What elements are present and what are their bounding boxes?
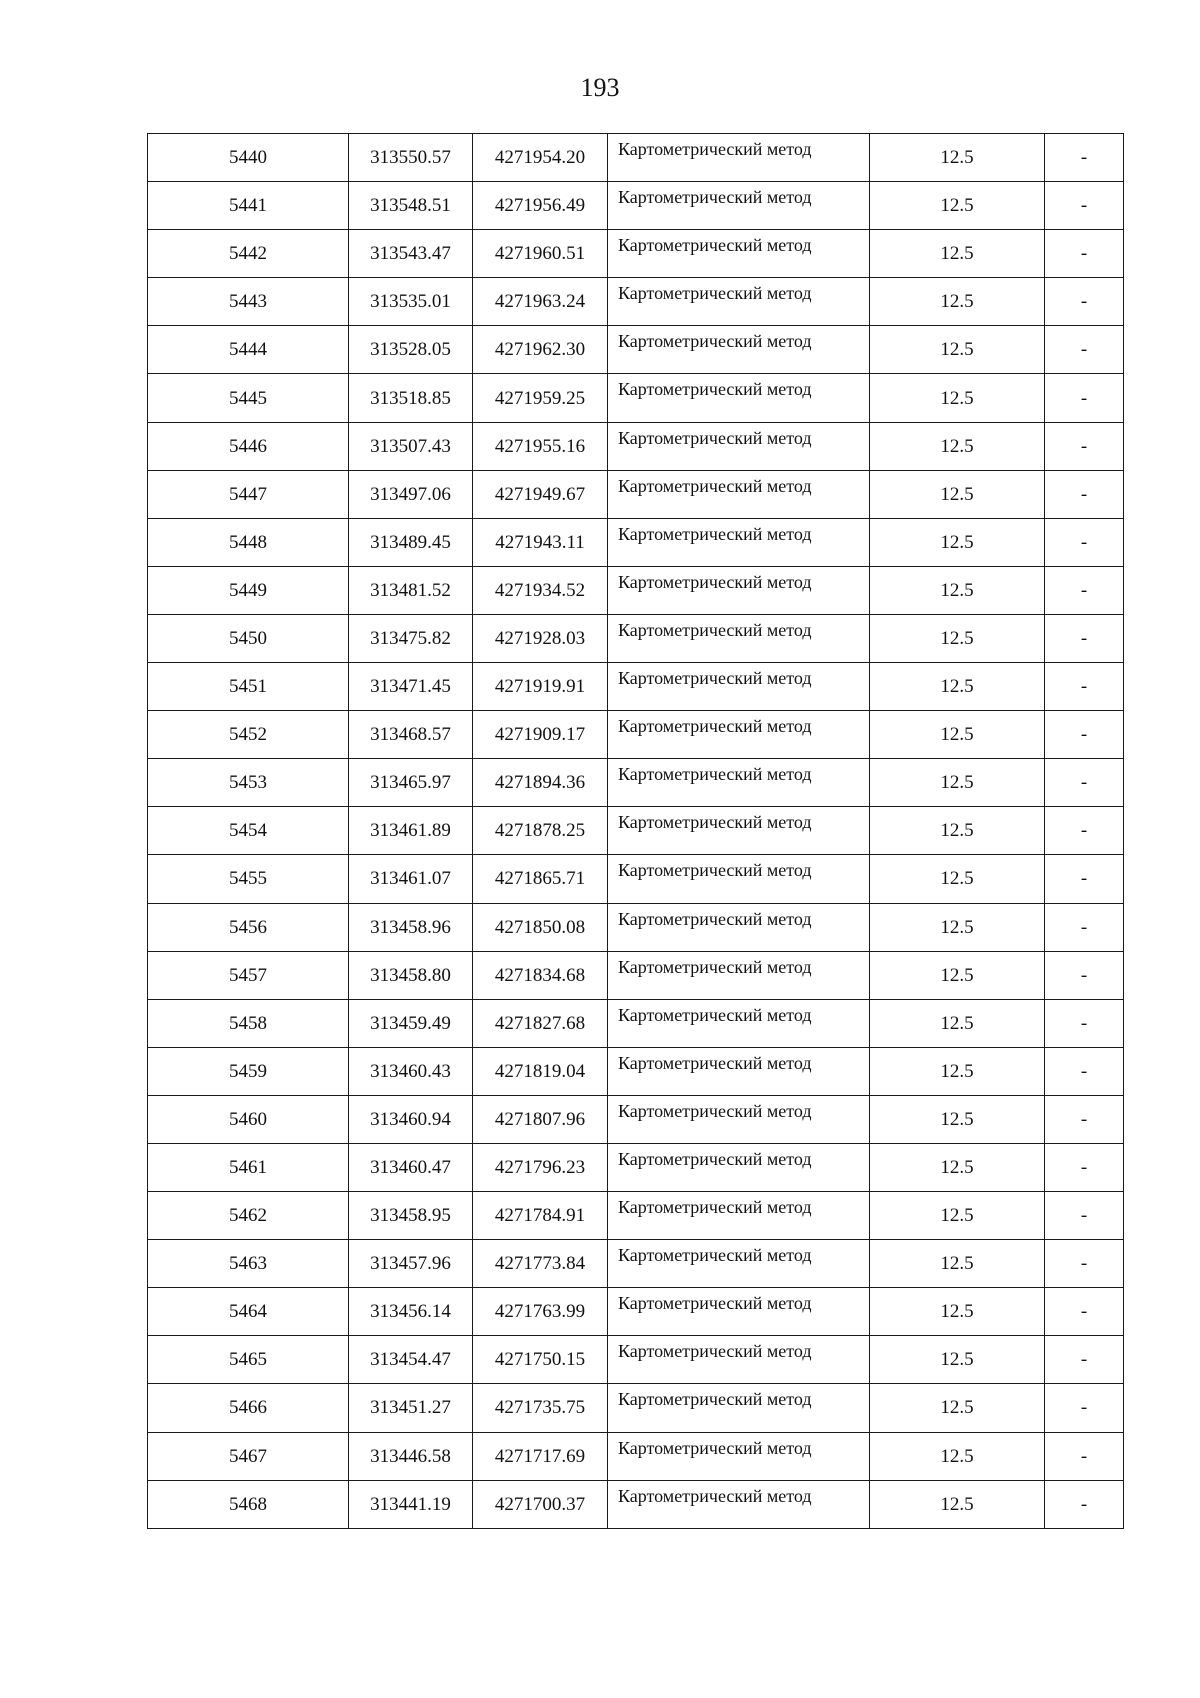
accuracy-cell: 12.5: [870, 470, 1045, 518]
point-number-cell: 5464: [148, 1288, 349, 1336]
note-cell: -: [1045, 566, 1124, 614]
y-coordinate-cell: 4271949.67: [473, 470, 608, 518]
note-cell: -: [1045, 278, 1124, 326]
y-coordinate-cell: 4271878.25: [473, 807, 608, 855]
method-cell: Картометрический метод: [608, 807, 870, 855]
x-coordinate-cell: 313441.19: [349, 1480, 473, 1528]
table-row: [148, 1336, 1124, 1384]
x-coordinate-cell: 313468.57: [349, 711, 473, 759]
accuracy-cell: 12.5: [870, 278, 1045, 326]
note-cell: -: [1045, 1047, 1124, 1095]
method-cell: Картометрический метод: [608, 134, 870, 182]
y-coordinate-cell: 4271773.84: [473, 1240, 608, 1288]
table-row: [148, 1143, 1124, 1191]
page-number: 193: [580, 73, 620, 102]
table-row: [148, 614, 1124, 662]
note-cell: -: [1045, 711, 1124, 759]
accuracy-cell: 12.5: [870, 422, 1045, 470]
point-number-cell: 5459: [148, 1047, 349, 1095]
x-coordinate-cell: 313458.80: [349, 951, 473, 999]
x-coordinate-cell: 313475.82: [349, 614, 473, 662]
x-coordinate-cell: 313518.85: [349, 374, 473, 422]
y-coordinate-cell: 4271963.24: [473, 278, 608, 326]
table-row: [148, 1240, 1124, 1288]
point-number-cell: 5443: [148, 278, 349, 326]
table-row: [148, 134, 1124, 182]
point-number-cell: 5446: [148, 422, 349, 470]
y-coordinate-cell: 4271763.99: [473, 1288, 608, 1336]
x-coordinate-cell: 313481.52: [349, 566, 473, 614]
point-number-cell: 5449: [148, 566, 349, 614]
y-coordinate-cell: 4271735.75: [473, 1384, 608, 1432]
y-coordinate-cell: 4271934.52: [473, 566, 608, 614]
x-coordinate-cell: 313465.97: [349, 759, 473, 807]
y-coordinate-cell: 4271960.51: [473, 230, 608, 278]
method-cell: Картометрический метод: [608, 182, 870, 230]
note-cell: -: [1045, 614, 1124, 662]
method-cell: Картометрический метод: [608, 614, 870, 662]
note-cell: -: [1045, 1384, 1124, 1432]
x-coordinate-cell: 313456.14: [349, 1288, 473, 1336]
note-cell: -: [1045, 230, 1124, 278]
table-row: [148, 1432, 1124, 1480]
point-number-cell: 5468: [148, 1480, 349, 1528]
point-number-cell: 5463: [148, 1240, 349, 1288]
y-coordinate-cell: 4271894.36: [473, 759, 608, 807]
x-coordinate-cell: 313458.96: [349, 903, 473, 951]
note-cell: -: [1045, 1432, 1124, 1480]
x-coordinate-cell: 313528.05: [349, 326, 473, 374]
method-cell: Картометрический метод: [608, 1143, 870, 1191]
x-coordinate-cell: 313451.27: [349, 1384, 473, 1432]
accuracy-cell: 12.5: [870, 134, 1045, 182]
note-cell: -: [1045, 807, 1124, 855]
table-row: [148, 999, 1124, 1047]
note-cell: -: [1045, 182, 1124, 230]
point-number-cell: 5458: [148, 999, 349, 1047]
method-cell: Картометрический метод: [608, 951, 870, 999]
note-cell: -: [1045, 470, 1124, 518]
point-number-cell: 5444: [148, 326, 349, 374]
x-coordinate-cell: 313489.45: [349, 518, 473, 566]
accuracy-cell: 12.5: [870, 999, 1045, 1047]
y-coordinate-cell: 4271954.20: [473, 134, 608, 182]
note-cell: -: [1045, 759, 1124, 807]
table-row: [148, 1384, 1124, 1432]
x-coordinate-cell: 313458.95: [349, 1192, 473, 1240]
coordinates-table: [147, 133, 1124, 1529]
method-cell: Картометрический метод: [608, 326, 870, 374]
method-cell: Картометрический метод: [608, 518, 870, 566]
note-cell: -: [1045, 1240, 1124, 1288]
note-cell: -: [1045, 518, 1124, 566]
point-number-cell: 5445: [148, 374, 349, 422]
note-cell: -: [1045, 1095, 1124, 1143]
note-cell: -: [1045, 663, 1124, 711]
accuracy-cell: 12.5: [870, 1047, 1045, 1095]
accuracy-cell: 12.5: [870, 374, 1045, 422]
accuracy-cell: 12.5: [870, 855, 1045, 903]
accuracy-cell: 12.5: [870, 1095, 1045, 1143]
accuracy-cell: 12.5: [870, 759, 1045, 807]
y-coordinate-cell: 4271956.49: [473, 182, 608, 230]
point-number-cell: 5454: [148, 807, 349, 855]
table-row: [148, 230, 1124, 278]
point-number-cell: 5452: [148, 711, 349, 759]
table-row: [148, 1192, 1124, 1240]
table-row: [148, 518, 1124, 566]
method-cell: Картометрический метод: [608, 759, 870, 807]
accuracy-cell: 12.5: [870, 614, 1045, 662]
accuracy-cell: 12.5: [870, 230, 1045, 278]
point-number-cell: 5440: [148, 134, 349, 182]
method-cell: Картометрический метод: [608, 663, 870, 711]
table-row: [148, 1480, 1124, 1528]
y-coordinate-cell: 4271784.91: [473, 1192, 608, 1240]
y-coordinate-cell: 4271717.69: [473, 1432, 608, 1480]
accuracy-cell: 12.5: [870, 951, 1045, 999]
method-cell: Картометрический метод: [608, 1336, 870, 1384]
note-cell: -: [1045, 1480, 1124, 1528]
table-row: [148, 1288, 1124, 1336]
x-coordinate-cell: 313454.47: [349, 1336, 473, 1384]
note-cell: -: [1045, 1336, 1124, 1384]
note-cell: -: [1045, 951, 1124, 999]
point-number-cell: 5465: [148, 1336, 349, 1384]
accuracy-cell: 12.5: [870, 1288, 1045, 1336]
point-number-cell: 5467: [148, 1432, 349, 1480]
note-cell: -: [1045, 134, 1124, 182]
point-number-cell: 5466: [148, 1384, 349, 1432]
y-coordinate-cell: 4271750.15: [473, 1336, 608, 1384]
accuracy-cell: 12.5: [870, 518, 1045, 566]
y-coordinate-cell: 4271834.68: [473, 951, 608, 999]
point-number-cell: 5462: [148, 1192, 349, 1240]
point-number-cell: 5453: [148, 759, 349, 807]
table-row: [148, 951, 1124, 999]
note-cell: -: [1045, 422, 1124, 470]
table-row: [148, 903, 1124, 951]
accuracy-cell: 12.5: [870, 1480, 1045, 1528]
table-row: [148, 470, 1124, 518]
note-cell: -: [1045, 855, 1124, 903]
method-cell: Картометрический метод: [608, 1240, 870, 1288]
accuracy-cell: 12.5: [870, 566, 1045, 614]
point-number-cell: 5442: [148, 230, 349, 278]
point-number-cell: 5451: [148, 663, 349, 711]
note-cell: -: [1045, 1143, 1124, 1191]
x-coordinate-cell: 313460.43: [349, 1047, 473, 1095]
table-row: [148, 855, 1124, 903]
method-cell: Картометрический метод: [608, 1432, 870, 1480]
accuracy-cell: 12.5: [870, 1432, 1045, 1480]
accuracy-cell: 12.5: [870, 663, 1045, 711]
table-row: [148, 1047, 1124, 1095]
point-number-cell: 5441: [148, 182, 349, 230]
x-coordinate-cell: 313471.45: [349, 663, 473, 711]
y-coordinate-cell: 4271827.68: [473, 999, 608, 1047]
method-cell: Картометрический метод: [608, 1384, 870, 1432]
method-cell: Картометрический метод: [608, 1095, 870, 1143]
x-coordinate-cell: 313446.58: [349, 1432, 473, 1480]
x-coordinate-cell: 313460.47: [349, 1143, 473, 1191]
y-coordinate-cell: 4271919.91: [473, 663, 608, 711]
accuracy-cell: 12.5: [870, 182, 1045, 230]
x-coordinate-cell: 313460.94: [349, 1095, 473, 1143]
point-number-cell: 5461: [148, 1143, 349, 1191]
y-coordinate-cell: 4271850.08: [473, 903, 608, 951]
accuracy-cell: 12.5: [870, 326, 1045, 374]
y-coordinate-cell: 4271955.16: [473, 422, 608, 470]
method-cell: Картометрический метод: [608, 903, 870, 951]
method-cell: Картометрический метод: [608, 374, 870, 422]
table-row: [148, 422, 1124, 470]
x-coordinate-cell: 313457.96: [349, 1240, 473, 1288]
accuracy-cell: 12.5: [870, 1143, 1045, 1191]
note-cell: -: [1045, 903, 1124, 951]
point-number-cell: 5456: [148, 903, 349, 951]
table-row: [148, 374, 1124, 422]
x-coordinate-cell: 313461.89: [349, 807, 473, 855]
table-row: [148, 663, 1124, 711]
y-coordinate-cell: 4271819.04: [473, 1047, 608, 1095]
x-coordinate-cell: 313461.07: [349, 855, 473, 903]
y-coordinate-cell: 4271700.37: [473, 1480, 608, 1528]
point-number-cell: 5455: [148, 855, 349, 903]
method-cell: Картометрический метод: [608, 1192, 870, 1240]
x-coordinate-cell: 313535.01: [349, 278, 473, 326]
accuracy-cell: 12.5: [870, 1192, 1045, 1240]
accuracy-cell: 12.5: [870, 807, 1045, 855]
table-row: [148, 326, 1124, 374]
x-coordinate-cell: 313548.51: [349, 182, 473, 230]
method-cell: Картометрический метод: [608, 566, 870, 614]
method-cell: Картометрический метод: [608, 230, 870, 278]
method-cell: Картометрический метод: [608, 1480, 870, 1528]
x-coordinate-cell: 313550.57: [349, 134, 473, 182]
accuracy-cell: 12.5: [870, 711, 1045, 759]
table-row: [148, 566, 1124, 614]
method-cell: Картометрический метод: [608, 1288, 870, 1336]
accuracy-cell: 12.5: [870, 1336, 1045, 1384]
method-cell: Картометрический метод: [608, 855, 870, 903]
table-row: [148, 759, 1124, 807]
y-coordinate-cell: 4271909.17: [473, 711, 608, 759]
note-cell: -: [1045, 1288, 1124, 1336]
coordinates-table-body: [148, 134, 1124, 1529]
method-cell: Картометрический метод: [608, 278, 870, 326]
x-coordinate-cell: 313507.43: [349, 422, 473, 470]
point-number-cell: 5450: [148, 614, 349, 662]
method-cell: Картометрический метод: [608, 422, 870, 470]
note-cell: -: [1045, 1192, 1124, 1240]
y-coordinate-cell: 4271943.11: [473, 518, 608, 566]
method-cell: Картометрический метод: [608, 470, 870, 518]
table-row: [148, 182, 1124, 230]
x-coordinate-cell: 313543.47: [349, 230, 473, 278]
note-cell: -: [1045, 374, 1124, 422]
accuracy-cell: 12.5: [870, 1384, 1045, 1432]
note-cell: -: [1045, 326, 1124, 374]
table-row: [148, 807, 1124, 855]
y-coordinate-cell: 4271796.23: [473, 1143, 608, 1191]
y-coordinate-cell: 4271807.96: [473, 1095, 608, 1143]
point-number-cell: 5447: [148, 470, 349, 518]
table-row: [148, 1095, 1124, 1143]
method-cell: Картометрический метод: [608, 999, 870, 1047]
point-number-cell: 5460: [148, 1095, 349, 1143]
method-cell: Картометрический метод: [608, 1047, 870, 1095]
point-number-cell: 5457: [148, 951, 349, 999]
x-coordinate-cell: 313497.06: [349, 470, 473, 518]
table-row: [148, 278, 1124, 326]
y-coordinate-cell: 4271962.30: [473, 326, 608, 374]
x-coordinate-cell: 313459.49: [349, 999, 473, 1047]
accuracy-cell: 12.5: [870, 903, 1045, 951]
method-cell: Картометрический метод: [608, 711, 870, 759]
accuracy-cell: 12.5: [870, 1240, 1045, 1288]
y-coordinate-cell: 4271865.71: [473, 855, 608, 903]
point-number-cell: 5448: [148, 518, 349, 566]
y-coordinate-cell: 4271928.03: [473, 614, 608, 662]
table-row: [148, 711, 1124, 759]
y-coordinate-cell: 4271959.25: [473, 374, 608, 422]
note-cell: -: [1045, 999, 1124, 1047]
